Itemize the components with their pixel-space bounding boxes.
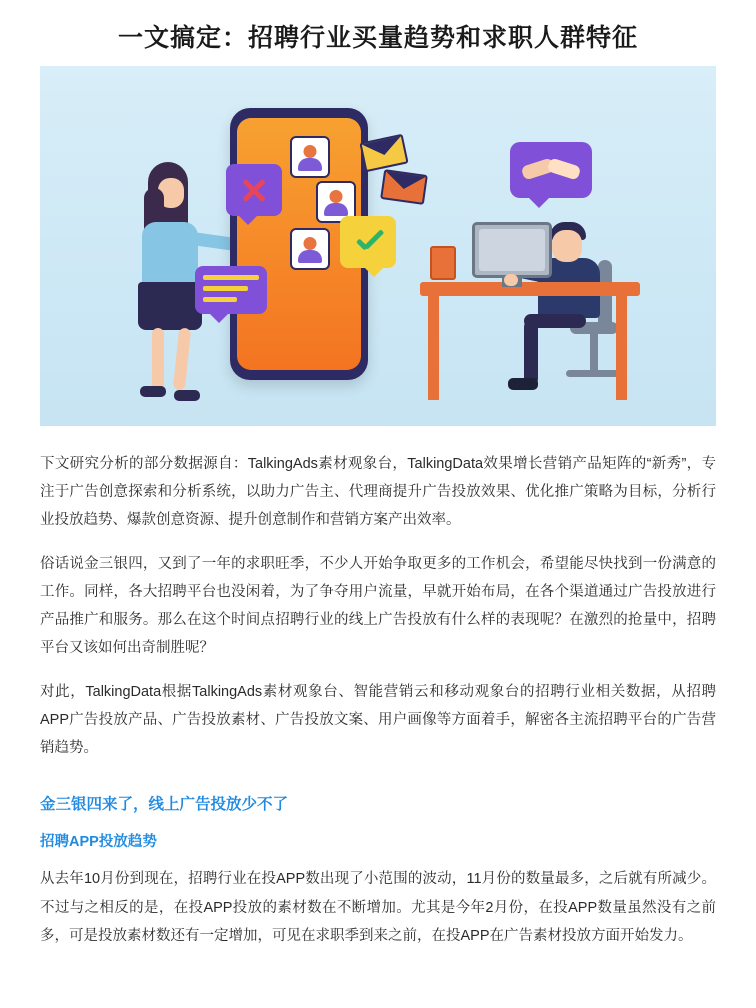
candidate-body (298, 158, 322, 171)
woman-leg-right (173, 327, 191, 390)
woman-shoe-left (140, 386, 166, 397)
paragraph: 对此，TalkingData根据TalkingAds素材观象台、智能营销云和移动观象台的招聘行业相关数据，从招聘APP广告投放产品、广告投放素材、广告投放文案、用户画像等方面着手，解密各主流招聘平台的广告营销趋势。 (40, 683, 716, 757)
candidate-head (304, 145, 317, 158)
chair-base (566, 370, 622, 377)
man-head (552, 230, 582, 262)
man-shoe (508, 378, 538, 390)
candidate-card-icon (290, 136, 330, 178)
desk-top (420, 282, 640, 296)
candidate-head (330, 190, 343, 203)
computer-tower-icon (430, 246, 456, 280)
section-heading: 金三银四来了，线上广告投放少不了 (40, 796, 289, 814)
bubble-line (203, 275, 259, 280)
candidate-head (304, 237, 317, 250)
article-body (40, 450, 716, 950)
woman-leg-left (152, 328, 164, 390)
handshake-bubble-icon (510, 142, 592, 198)
candidate-card-icon (290, 228, 330, 270)
woman-top (142, 222, 198, 288)
candidate-body (324, 203, 348, 216)
desk-leg-right (616, 296, 627, 400)
reject-cross-icon (226, 164, 282, 216)
man-hand (504, 274, 518, 286)
paragraph: 俗话说金三银四，又到了一年的求职旺季，不少人开始争取更多的工作机会，希望能尽快找到一份满意的工作。同样，各大招聘平台也没闲着，为了争夺用户流量，早就开始布局，在各个渠道通过广告投放进行产品推广和服务。那么在这个时间点招聘行业的线上广告投放有什么样的表现呢？在激烈的抢量中，招聘平台又该如何出奇制胜呢？ (40, 555, 716, 657)
paragraph: 从去年10月份到现在，招聘行业在投APP数出现了小范围的波动，11月份的数量最多，之后就有所减少。不过与之相反的是，在投APP投放的素材数在不断增加。尤其是今年2月份，在投APP数量虽然没有之前多，可是投放素材数还有一定增加，可见在求职季到来之前，在投APP在广告素材投放方面开始发力。 (40, 871, 716, 944)
paragraph: 下文研究分析的部分数据源自：TalkingAds素材观象台，TalkingData效果增长营销产品矩阵的“新秀”，专注于广告创意探索和分析系统，以助力广告主、代理商提升广告投放效果、优化推广策略为目标，分析行业投放趋势、爆款创意资源、提升创意制作和营销方案产出效率。 (40, 455, 716, 529)
bubble-line (203, 286, 248, 291)
bubble-line (203, 297, 237, 302)
recruiter-desk-scene (420, 216, 640, 406)
bubble-tail (364, 267, 384, 277)
monitor-screen (479, 229, 545, 271)
bubble-tail (528, 197, 550, 208)
woman-skirt (138, 282, 202, 330)
accept-check-icon (340, 216, 396, 268)
candidate-body (298, 250, 322, 263)
woman-shoe-right (174, 390, 200, 401)
bubble-tail (238, 215, 258, 225)
bubble-tail (209, 313, 229, 323)
hero-illustration (40, 66, 716, 426)
desk-leg-left (428, 296, 439, 400)
handshake-hand-right (547, 157, 582, 180)
man-shin (524, 320, 538, 386)
message-bubble-icon (195, 266, 267, 314)
page-title: 一文搞定：招聘行业买量趋势和求职人群特征 (117, 24, 638, 52)
monitor-icon (472, 222, 552, 278)
phone-speaker (282, 111, 316, 115)
subsection-heading: 招聘APP投放趋势 (40, 834, 157, 851)
chair-pole (590, 332, 598, 372)
envelope-icon (380, 169, 428, 205)
